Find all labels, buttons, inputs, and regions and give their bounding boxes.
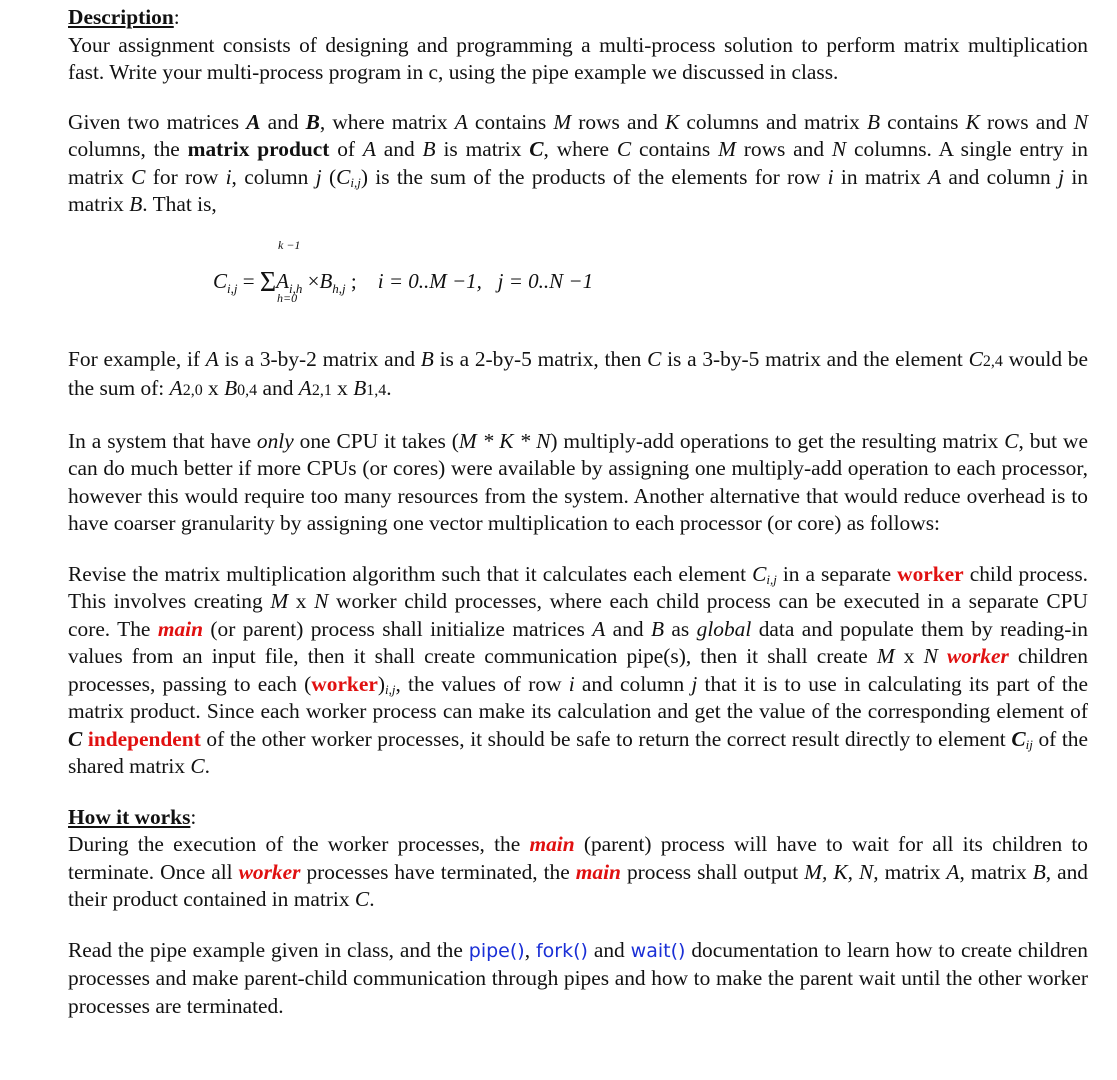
how-it-works-heading-text: How it works xyxy=(68,804,191,829)
worker-keyword: worker xyxy=(897,561,964,586)
sum-lower-limit: h=0 xyxy=(277,290,298,305)
main-keyword: main xyxy=(575,859,621,884)
independent-keyword: independent xyxy=(87,726,201,751)
revise-paragraph: Revise the matrix multiplication algorithm such that it calculates each element $C_{i,j}$ in a separate worker child process. This involves creating M x N worker child processes, where each child process can be executed in a separate CPU core. The main (or parent) process shall initialize matrices A and B as global data and populate them by reading-in values from an input file, then it shall create communication pipe(s), then it shall create M x N worker children processes, passing to each $(worker)_{i,j}$, the values of row i and column j that it is to use in calculating its part of the matrix product. Since each worker process can make its calculation and get the value of the corresponding element of C independent of the other worker processes, it should be safe to return the correct result directly to element $C_{ij}$ of the shared matrix C. xyxy=(68,561,1088,778)
sigma-symbol: Σ xyxy=(259,266,277,298)
system-paragraph: In a system that have only one CPU it takes (M * K * N) multiply-add operations to get the resulting matrix C, but we can do much better if more CPUs (or cores) were available by assigning one multiply-add operation to each processor, however this would require too many resources from the system. Another alternative that would reduce overhead is to have coarser granularity by assigning one vector multiplication to each processor (or core) as follows: xyxy=(68,428,1088,535)
worker-keyword: worker xyxy=(311,671,378,696)
description-heading: Description: xyxy=(68,5,180,29)
fork-function: fork() xyxy=(535,939,588,962)
main-keyword: main xyxy=(157,616,204,641)
example-paragraph: For example, if A is a 3-by-2 matrix and B is a 2-by-5 matrix, then C is a 3-by-5 matrix and the element C2,4 would be the sum of: A2,0 x B0,4 and A2,1 x B1,4. xyxy=(68,346,1088,400)
wait-function: wait() xyxy=(630,939,686,962)
equation-line: $C_{i,j} = \Sigma A_{i,h} \times B_{h,j}$ ; i = 0..M −1, j = 0..N −1 xyxy=(213,266,594,298)
document-page xyxy=(68,4,1088,1020)
read-paragraph: Read the pipe example given in class, and the pipe(), fork() and wait() documentation to learn how to create children processes and make parent-child communication through pipes and how to make the parent wait until the other worker processes are terminated. xyxy=(68,937,1088,1018)
definition-paragraph: Given two matrices A and B, where matrix A contains M rows and K columns and matrix B contains K rows and N columns, the matrix product of A and B is matrix C, where C contains M rows and N columns. A single entry in matrix C for row i, column j $(C_{i,j})$ is the sum of the products of the elements for row i in matrix A and column j in matrix B. That is, xyxy=(68,109,1088,216)
description-heading-text: Description xyxy=(68,5,174,29)
summation-equation xyxy=(213,237,1088,316)
how-it-works-heading: How it works: xyxy=(68,804,197,829)
worker-keyword: worker xyxy=(238,859,301,884)
how-it-works-paragraph: During the execution of the worker processes, the main (parent) process will have to wait for all its children to terminate. Once all worker processes have terminated, the main process shall output M, K, N, matrix A, matrix B, and their product contained in matrix C. xyxy=(68,832,1088,911)
description-paragraph: Your assignment consists of designing and programming a multi-process solution to perform matrix multiplication fast. Write your multi-process program in c, using the pipe example we discussed in class. xyxy=(68,32,1088,84)
worker-keyword: worker xyxy=(947,644,1009,668)
pipe-function: pipe() xyxy=(468,939,525,962)
main-keyword: main xyxy=(529,832,575,856)
matrix-product-term: matrix product xyxy=(187,137,330,161)
sum-upper-limit: k −1 xyxy=(278,237,301,252)
